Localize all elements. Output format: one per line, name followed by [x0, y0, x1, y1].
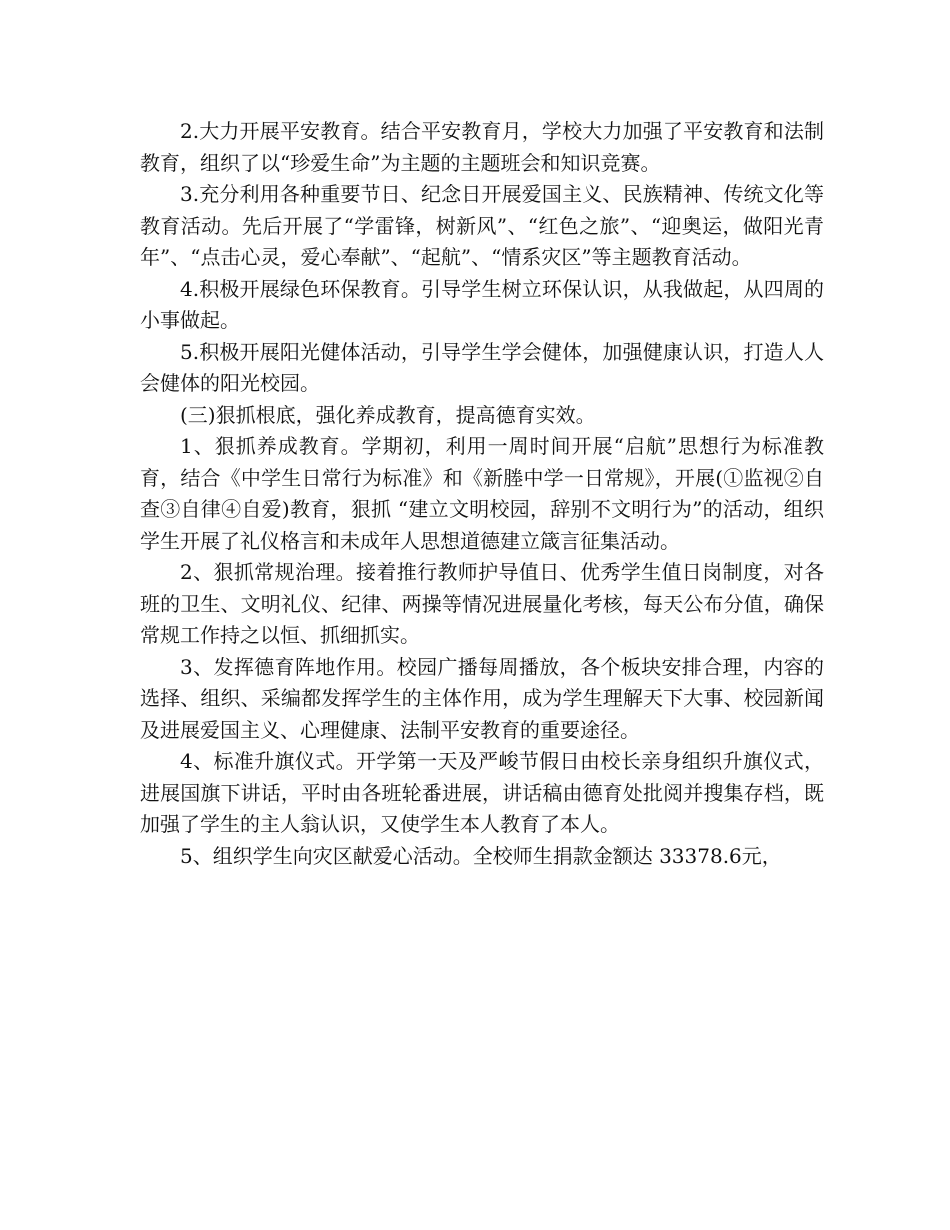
- document-page: [140, 116, 824, 872]
- paragraph-green-education: 4.积极开展绿色环保教育。引导学生树立环保认识，从我做起，从四周的小事做起。: [140, 276, 824, 332]
- paragraph-safety-education: 2.大力开展平安教育。结合平安教育月，学校大力加强了平安教育和法制教育，组织了以“珍爱生命”为主题的主题班会和知识竞赛。: [140, 119, 824, 175]
- paragraph-disaster-donation: 5、组织学生向灾区献爱心活动。全校师生捐款金额达 33378.6元，: [180, 843, 782, 868]
- paragraph-habit-education: 1、狠抓养成教育。学期初，利用一周时间开展“启航”思想行为标准教育，结合《中学生日常行为标准》和《新塍中学一日常规》，开展(①监视②自查③自律④自爱)教育，狠抓 “建立文明校园，辞别不文明行为”的活动，组织学生开展了礼仪格言和未成年人思想道德建立箴言征集活动。: [140, 434, 824, 553]
- paragraph-fitness-activity: 5.积极开展阳光健体活动，引导学生学会健体，加强健康认识，打造人人会健体的阳光校园。: [140, 339, 824, 395]
- section-heading-habit-education: (三)狠抓根底，强化养成教育，提高德育实效。: [180, 402, 596, 427]
- paragraph-holiday-education: 3.充分利用各种重要节日、纪念日开展爱国主义、民族精神、传统文化等教育活动。先后开展了“学雷锋，树新风”、“红色之旅”、“迎奥运，做阳光青年”、“点击心灵，爱心奉献”、“起航”、“情系灾区”等主题教育活动。: [140, 182, 824, 269]
- paragraph-routine-management: 2、狠抓常规治理。接着推行教师护导值日、优秀学生值日岗制度，对各班的卫生、文明礼仪、纪律、两操等情况进展量化考核，每天公布分值，确保常规工作持之以恒、抓细抓实。: [140, 560, 824, 647]
- paragraph-moral-platform: 3、发挥德育阵地作用。校园广播每周播放，各个板块安排合理，内容的选择、组织、采编都发挥学生的主体作用，成为学生理解天下大事、校园新闻及进展爱国主义、心理健康、法制平安教育的重要途径。: [140, 654, 824, 742]
- paragraph-flag-ceremony: 4、标准升旗仪式。开学第一天及严峻节假日由校长亲身组织升旗仪式，进展国旗下讲话，平时由各班轮番进展，讲话稿由德育处批阅并搜集存档，既加强了学生的主人翁认识，又使学生本人教育了本人。: [140, 749, 824, 836]
